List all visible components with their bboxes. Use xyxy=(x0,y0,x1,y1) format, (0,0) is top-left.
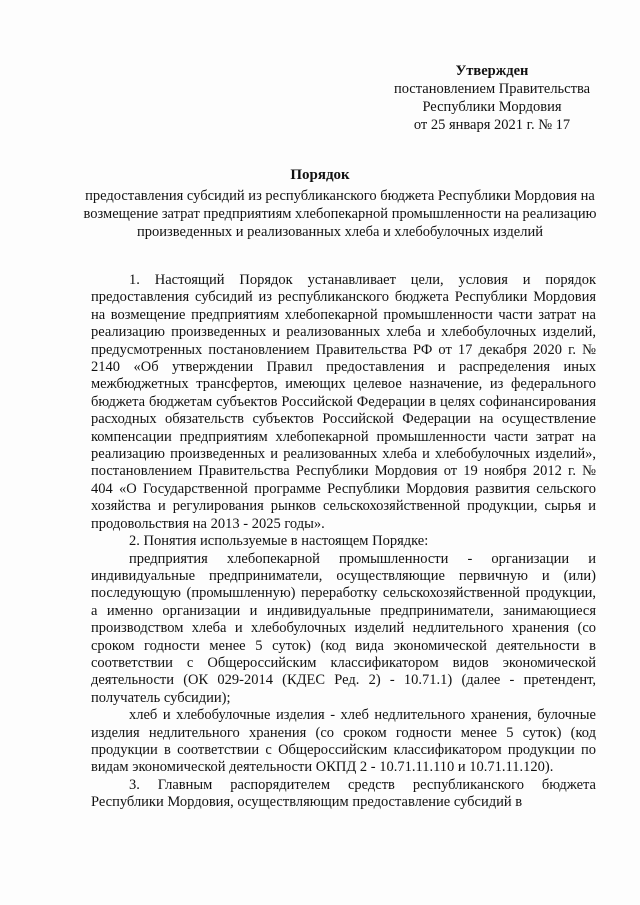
approval-line-decree: постановлением Правительства xyxy=(393,81,591,97)
paragraph-2: 2. Понятия используемые в настоящем Порядке: xyxy=(129,533,429,550)
approval-line-date: от 25 января 2021 г. № 17 xyxy=(413,117,571,133)
definition-bread: хлеб и хлебобулочные изделия - хлеб недлительного хранения, булочные изделия недлительного хранения (со сроком годности менее 5 суток) (код продукции в соответствии с Общероссийским классификатором продукции по видам экономической деятельности ОКПД 2 - 10.71.11.110 и 10.71.11.120). xyxy=(91,707,596,776)
definition-enterprises: предприятия хлебопекарной промышленности - организации и индивидуальные предприниматели, осуществляющие первичную и (или) последующую (промышленную) переработку сельскохозяйственной продукции, а именно организации и индивидуальные предприниматели, занимающиеся производством хлеба и хлебобулочных изделий недлительного хранения (со сроком годности менее 5 суток) (код вида экономической деятельности в соответствии с Общероссийским классификатором видов экономической деятельности (ОК 029-2014 (КДЕС Ред. 2) - 10.71.1) (далее - претендент, получатель субсидии); xyxy=(91,550,596,706)
document-body xyxy=(91,272,596,812)
approval-heading: Утвержден xyxy=(455,63,529,79)
approval-line-republic: Республики Мордовия xyxy=(422,99,562,115)
approval-block xyxy=(372,62,612,134)
paragraph-1: 1. Настоящий Порядок устанавливает цели, условия и порядок предоставления субсидий из республиканского бюджета Республики Мордовия на возмещение предприятиям хлебопекарной промышленности части затрат на реализацию произведенных и реализованных хлеба и хлебобулочных изделий, предусмотренных постановлением Правительства РФ от 17 декабря 2020 г. № 2140 «Об утверждении Правил предоставления и распределения иных межбюджетных трансфертов, имеющих целевое назначение, из федерального бюджета бюджетам субъектов Российской Федерации в целях софинансирования расходных обязательств субъектов Российской Федерации на осуществление компенсации предприятиям хлебопекарной промышленности части затрат на реализацию произведенных и реализованных хлеба и хлебобулочных изделий», постановлением Правительства Республики Мордовия от 19 ноября 2012 г. № 404 «О Государственной программе Республики Мордовия развития сельского хозяйства и регулирования рынков сельскохозяйственной продукции, сырья и продовольствия на 2013 - 2025 годы». xyxy=(91,272,596,532)
paragraph-3: 3. Главным распорядителем средств республиканского бюджета Республики Мордовия, осуществляющим предоставление субсидий в xyxy=(91,776,596,811)
document-subtitle: предоставления субсидий из республиканского бюджета Республики Мордовия на возмещение затрат предприятиям хлебопекарной промышленности на реализацию произведенных и реализованных хлеба и хлебобулочных изделий xyxy=(83,188,597,240)
document-title: Порядок xyxy=(290,167,350,183)
